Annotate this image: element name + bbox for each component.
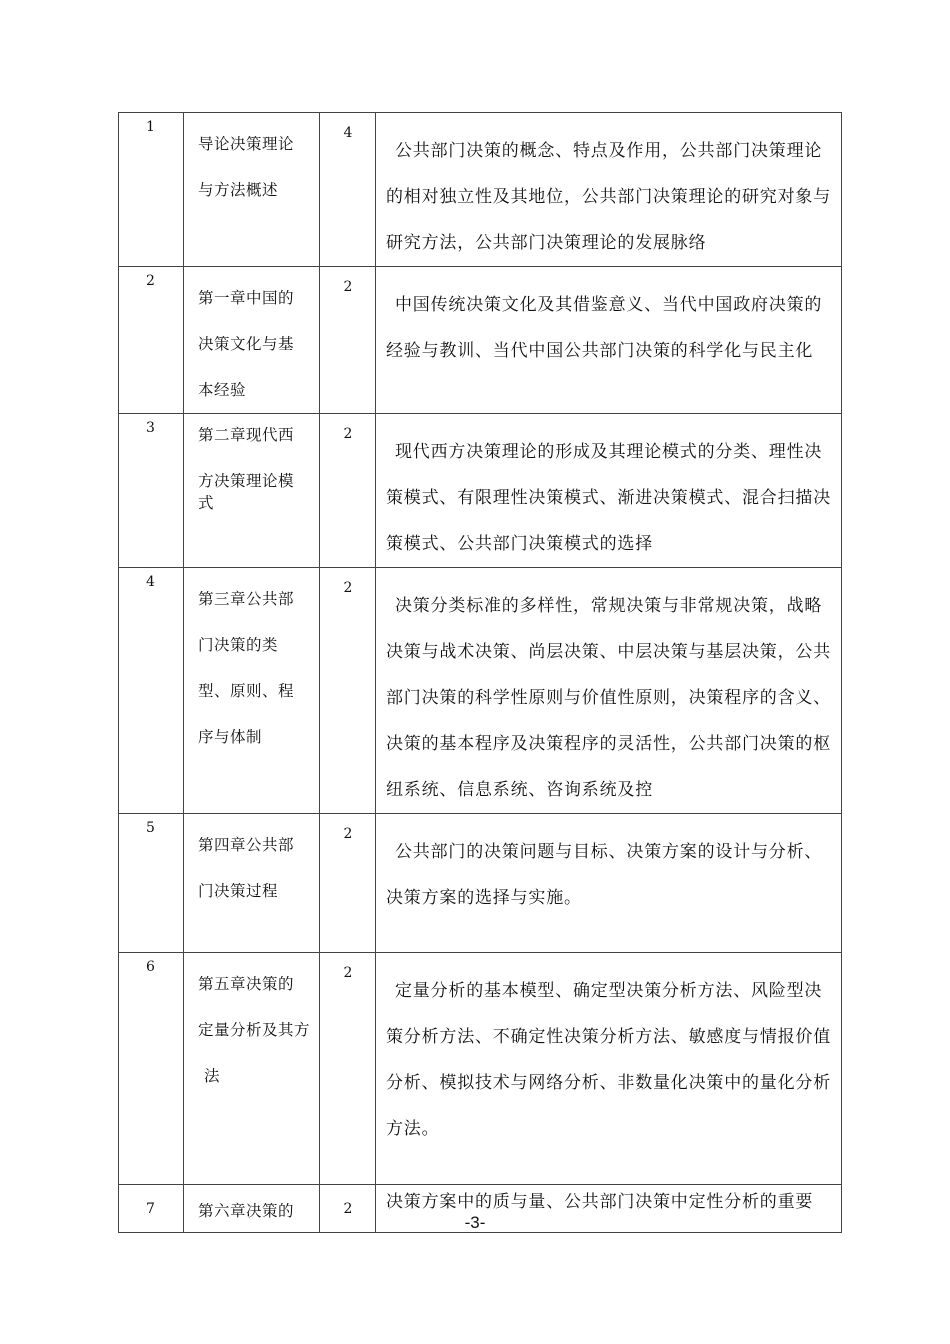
table-row	[119, 953, 842, 1185]
chapter-title: 第四章公共部 门决策过程	[198, 836, 295, 900]
hours: 2	[343, 826, 353, 842]
hours: 2	[343, 580, 353, 596]
content-text: 现代西方决策理论的形成及其理论模式的分类、理性决策模式、有限理性决策模式、渐进决策模式、混合扫描决策模式、公共部门决策模式的选择	[386, 442, 831, 554]
chapter-title: 第五章决策的 定量分析及其方 法	[198, 975, 311, 1085]
content-text: 中国传统决策文化及其借鉴意义、当代中国政府决策的经验与教训、当代中国公共部门决策的科学化与民主化	[386, 295, 823, 361]
table-row	[119, 113, 842, 267]
table-row	[119, 568, 842, 814]
page-number: -3-	[464, 1213, 486, 1232]
row-number: 4	[146, 574, 155, 590]
table-row	[119, 414, 842, 568]
chapter-title: 导论决策理论 与方法概述	[198, 135, 295, 199]
row-number: 1	[146, 119, 155, 135]
row-number: 2	[146, 273, 155, 289]
row-number: 7	[146, 1201, 155, 1217]
table-row	[119, 814, 842, 953]
hours: 2	[343, 965, 353, 981]
syllabus-table	[118, 112, 842, 1233]
chapter-title: 第一章中国的 决策文化与基 本经验	[198, 289, 295, 399]
chapter-title: 第三章公共部 门决策的类 型、原则、程 序与体制	[198, 590, 295, 746]
chapter-title: 第二章现代西 方决策理论模 式	[198, 426, 295, 512]
hours: 2	[343, 426, 353, 442]
hours: 2	[343, 279, 353, 295]
content-text: 定量分析的基本模型、确定型决策分析方法、风险型决策分析方法、不确定性决策分析方法、敏感度与情报价值分析、模拟技术与网络分析、非数量化决策中的量化分析方法。	[386, 981, 831, 1139]
row-number: 6	[146, 959, 155, 975]
chapter-title: 第六章决策的	[198, 1202, 295, 1220]
content-text: 公共部门决策的概念、特点及作用，公共部门决策理论的相对独立性及其地位，公共部门决策理论的研究对象与研究方法，公共部门决策理论的发展脉络	[386, 141, 831, 253]
row-number: 5	[146, 820, 155, 836]
row-number: 3	[146, 420, 155, 436]
content-text: 决策分类标准的多样性，常规决策与非常规决策，战略决策与战术决策、尚层决策、中层决策与基层决策，公共部门决策的科学性原则与价值性原则，决策程序的含义、决策的基本程序及决策程序的灵活性，公共部门决策的枢纽系统、信息系统、咨询系统及控	[386, 596, 831, 800]
content-text: 决策方案中的质与量、公共部门决策中定性分析的重要	[386, 1192, 814, 1212]
table-row	[119, 267, 842, 414]
hours: 4	[343, 125, 353, 141]
content-text: 公共部门的决策问题与目标、决策方案的设计与分析、决策方案的选择与实施。	[386, 842, 823, 908]
hours: 2	[343, 1201, 353, 1217]
